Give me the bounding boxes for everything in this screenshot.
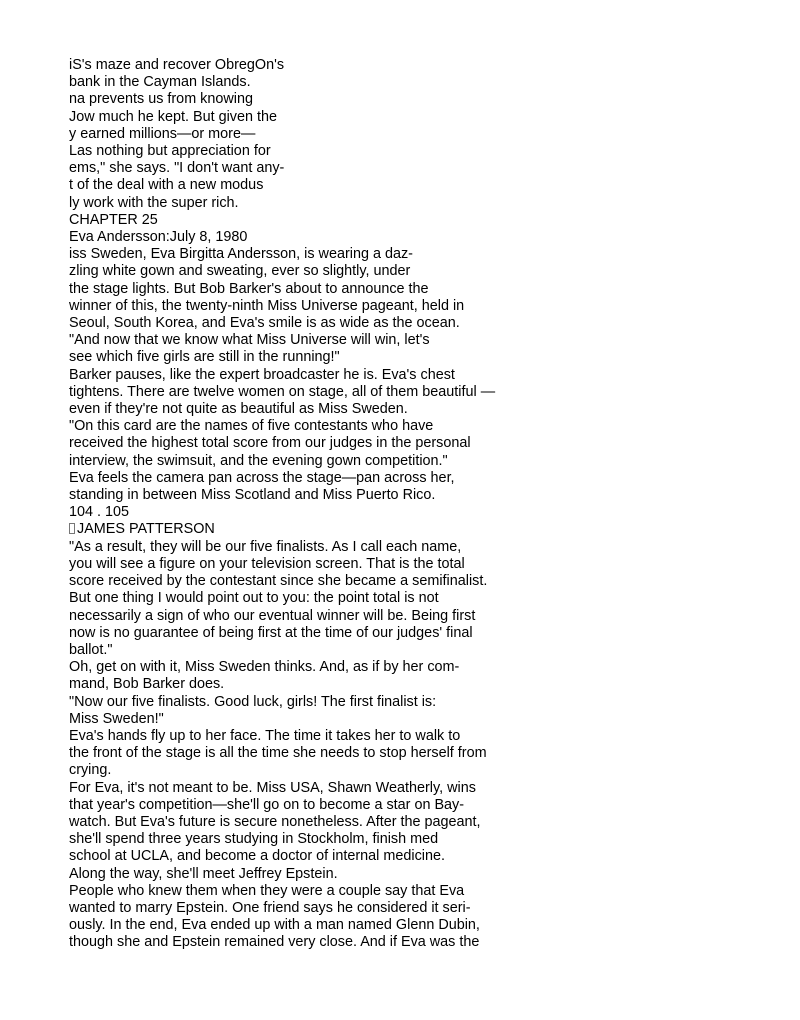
text-line: interview, the swimsuit, and the evening gown competition." (69, 452, 448, 469)
text-line: see which five girls are still in the running!" (69, 349, 340, 366)
text-line: the front of the stage is all the time she needs to stop herself from (69, 745, 487, 762)
text-line: the stage lights. But Bob Barker's about to announce the (69, 280, 429, 297)
text-line: Eva's hands fly up to her face. The time it takes her to walk to (69, 727, 461, 744)
text-line: you will see a figure on your television screen. That is the total (69, 555, 465, 572)
text-line: Oh, get on with it, Miss Sweden thinks. And, as if by her com- (69, 659, 460, 676)
text-line: she'll spend three years studying in Stockholm, finish med (69, 831, 439, 848)
text-line: though she and Epstein remained very close. And if Eva was the (69, 934, 480, 951)
text-line: necessarily a sign of who our eventual winner will be. Being first (69, 607, 476, 624)
text-line: People who knew them when they were a couple say that Eva (69, 882, 465, 899)
text-line: now is no guarantee of being first at the time of our judges' final (69, 624, 473, 641)
text-line: tightens. There are twelve women on stage, all of them beautiful — (69, 383, 496, 400)
text-line: iS's maze and recover ObregOn's (69, 57, 285, 73)
text-line: Along the way, she'll meet Jeffrey Epstein. (69, 865, 338, 882)
text-line: wanted to marry Epstein. One friend says he considered it seri- (69, 899, 471, 916)
chapter-subheading: Eva Andersson:July 8, 1980 (69, 229, 248, 246)
text-line: standing in between Miss Scotland and Miss Puerto Rico. (69, 487, 436, 504)
text-line: school at UCLA, and become a doctor of internal medicine. (69, 848, 445, 865)
text-line: even if they're not quite as beautiful as Miss Sweden. (69, 401, 408, 418)
text-line: score received by the contestant since she became a semifinalist. (69, 573, 488, 590)
box-icon (69, 523, 75, 534)
text-line: mand, Bob Barker does. (69, 676, 225, 693)
running-head-text: JAMES PATTERSON (77, 521, 215, 538)
text-line: Miss Sweden!" (69, 710, 164, 727)
text-line: watch. But Eva's future is secure nonetheless. After the pageant, (69, 813, 481, 830)
text-line: iss Sweden, Eva Birgitta Andersson, is wearing a daz- (69, 246, 413, 263)
text-block (69, 57, 789, 952)
text-line: "On this card are the names of five contestants who have (69, 418, 434, 435)
text-line: Barker pauses, like the expert broadcaster he is. Eva's chest (69, 366, 455, 383)
text-line: ously. In the end, Eva ended up with a man named Glenn Dubin, (69, 917, 480, 934)
document-page (69, 57, 789, 952)
text-line: ems," she says. "I don't want any- (69, 160, 285, 177)
text-line: na prevents us from knowing (69, 91, 253, 108)
text-line: "As a result, they will be our five finalists. As I call each name, (69, 538, 462, 555)
text-line: winner of this, the twenty-ninth Miss Universe pageant, held in (69, 297, 465, 314)
text-line: ballot." (69, 641, 113, 658)
text-line: But one thing I would point out to you: the point total is not (69, 590, 439, 607)
page-numbers: 104 . 105 (69, 504, 130, 521)
text-line: For Eva, it's not meant to be. Miss USA, Shawn Weatherly, wins (69, 779, 476, 796)
text-line: y earned millions—or more— (69, 125, 256, 142)
text-line: Eva feels the camera pan across the stage—pan across her, (69, 469, 455, 486)
text-line: t of the deal with a new modus (69, 177, 264, 194)
text-line: that year's competition—she'll go on to become a star on Bay- (69, 796, 465, 813)
chapter-heading: CHAPTER 25 (69, 211, 158, 228)
text-line: bank in the Cayman Islands. (69, 74, 251, 91)
text-line: crying. (69, 762, 112, 779)
text-line: Las nothing but appreciation for (69, 143, 271, 160)
running-head (69, 521, 789, 538)
text-line: "Now our five finalists. Good luck, girls! The first finalist is: (69, 693, 437, 710)
text-line: Seoul, South Korea, and Eva's smile is as wide as the ocean. (69, 315, 460, 332)
text-line: Jow much he kept. But given the (69, 108, 277, 125)
text-line: ly work with the super rich. (69, 194, 239, 211)
text-line: received the highest total score from our judges in the personal (69, 435, 471, 452)
text-line: zling white gown and sweating, ever so slightly, under (69, 263, 411, 280)
text-line: "And now that we know what Miss Universe will win, let's (69, 332, 430, 349)
